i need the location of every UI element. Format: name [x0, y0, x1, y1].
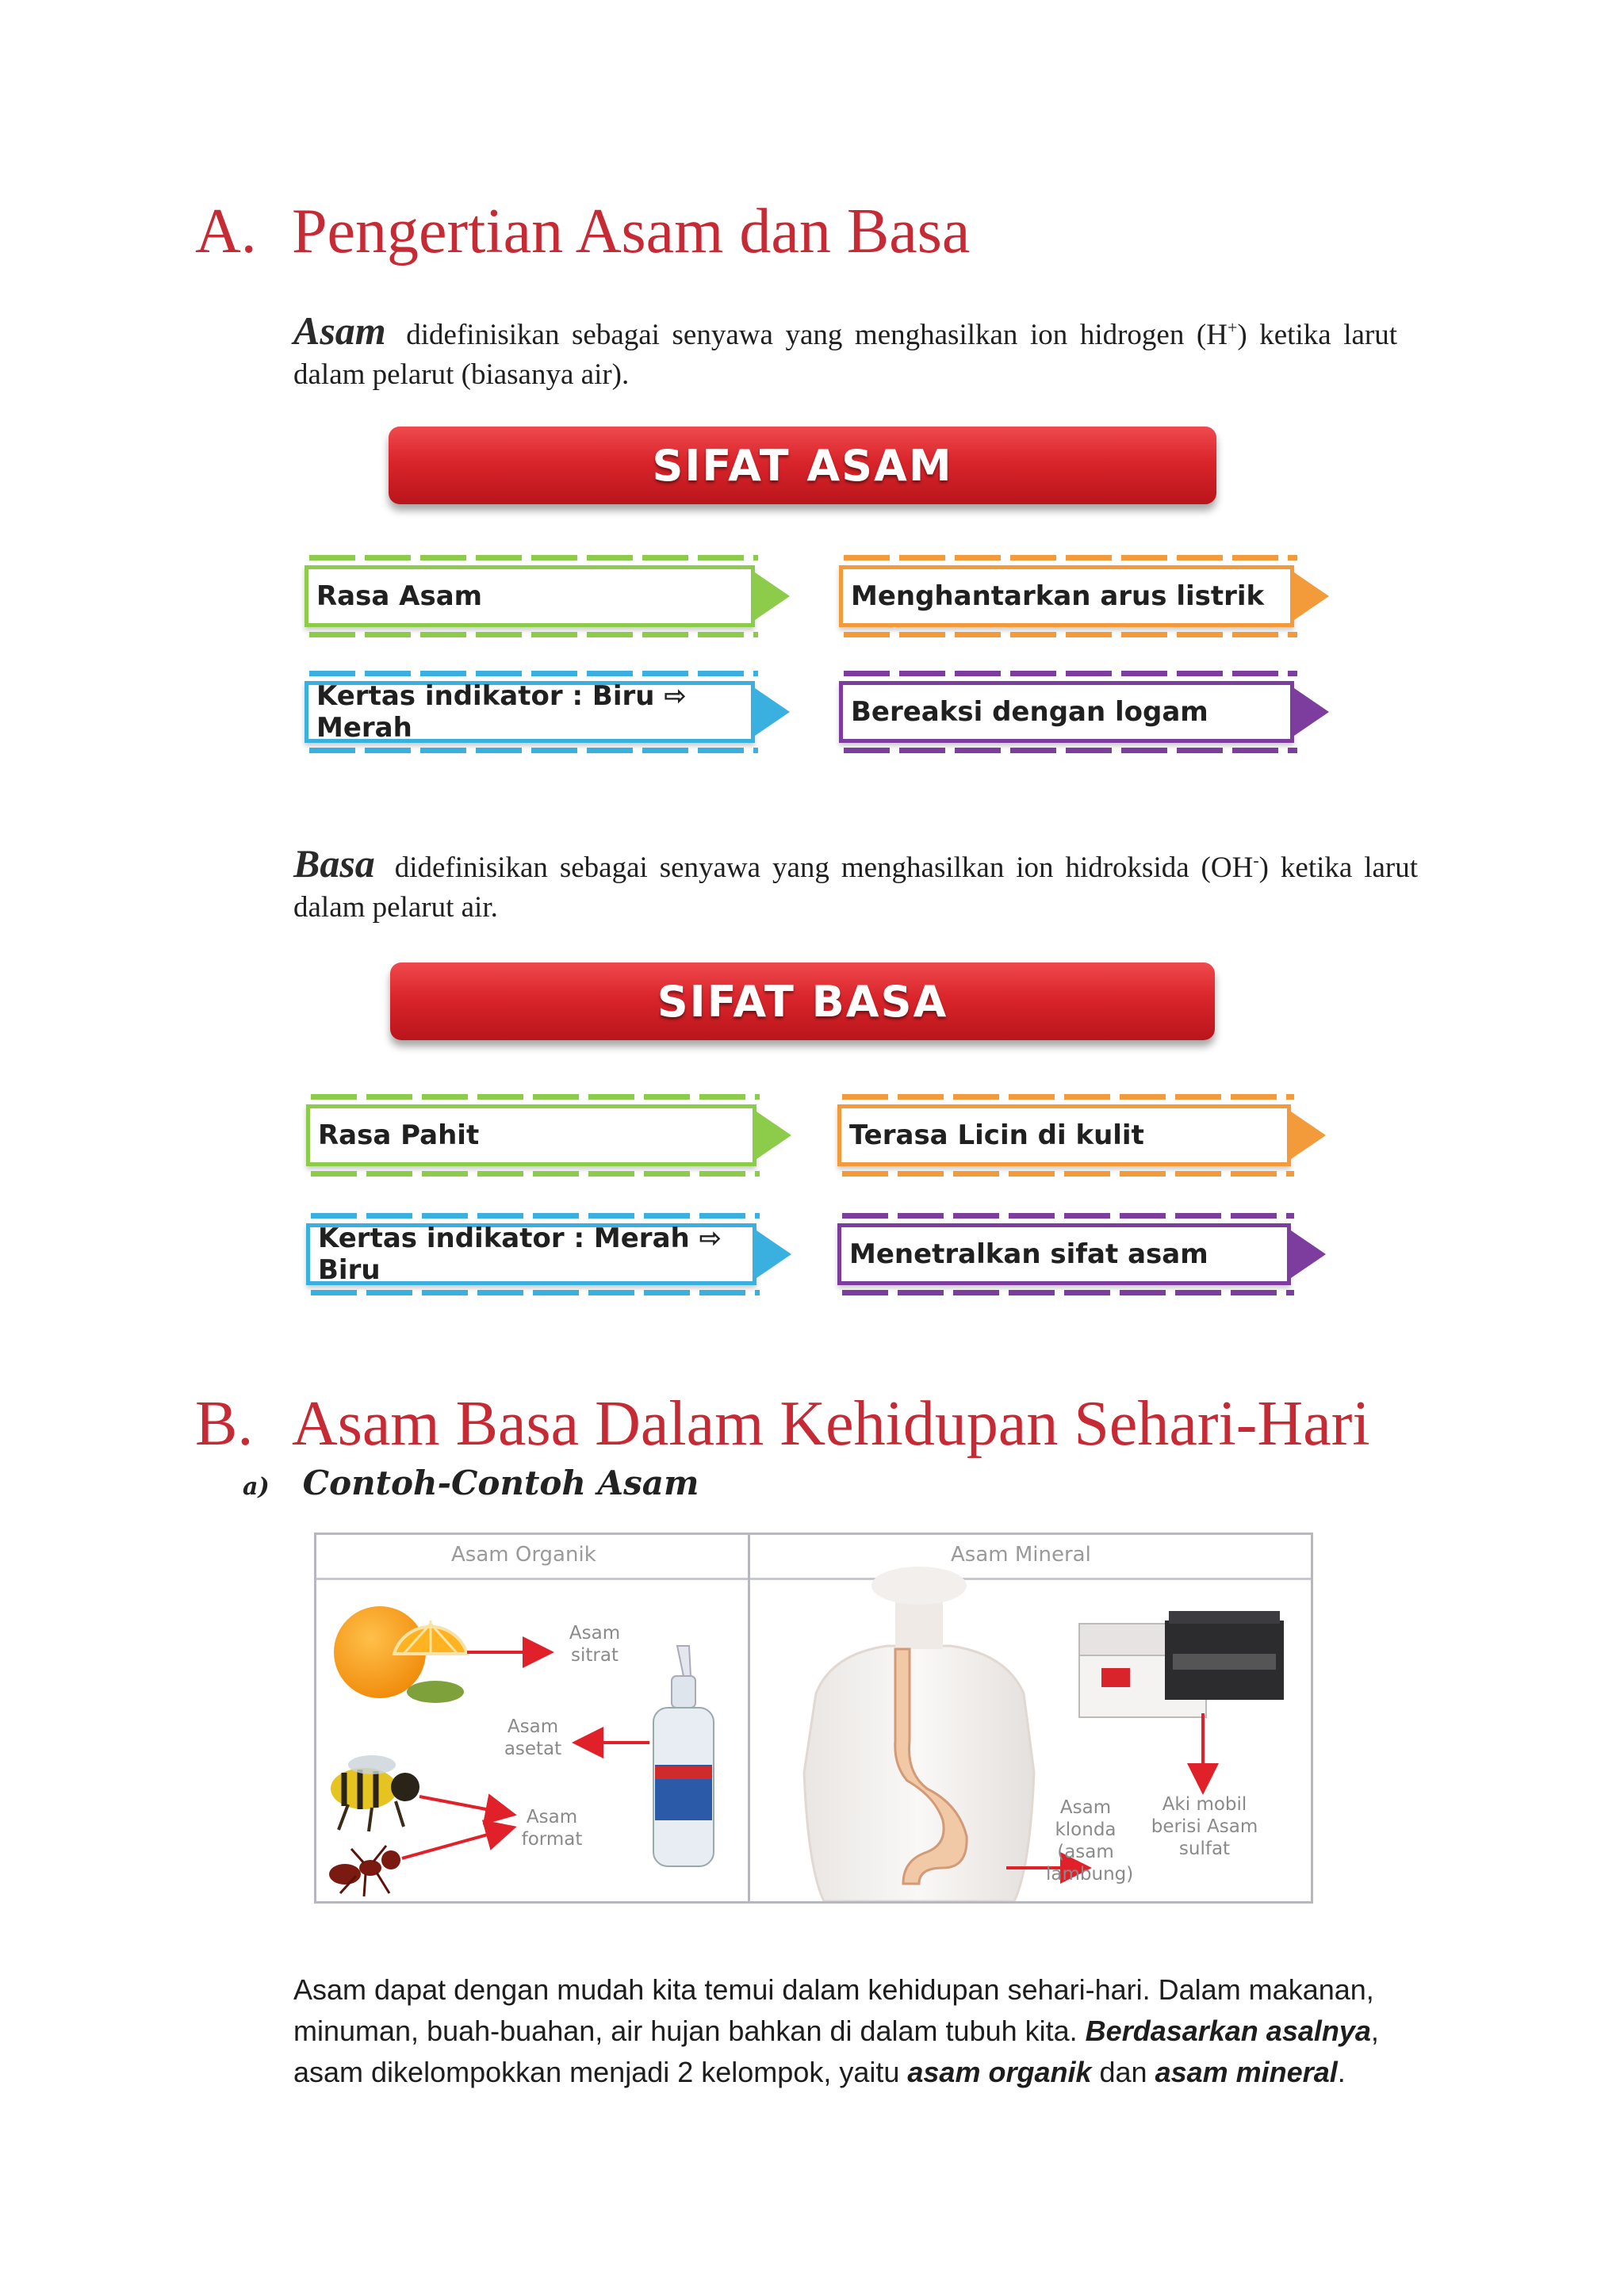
closing-text-1: Asam dapat dengan mudah kita temui dalam kehidupan sehari-hari. Dalam makanan, minuman, buah-buahan, air hujan bahkan di dalam tubuh kita.	[293, 1973, 1374, 2047]
basa-prop-pahit	[306, 1094, 791, 1177]
human-torso-icon	[804, 1567, 1034, 1901]
basa-text-before: didefinisikan sebagai senyawa yang menghasilkan ion hidroksida (OH	[394, 851, 1254, 884]
subsection-marker: a)	[243, 1473, 270, 1501]
arrow-icon	[1294, 572, 1329, 620]
sifat-asam-banner: SIFAT ASAM	[389, 427, 1216, 504]
arrow-icon	[756, 1230, 791, 1278]
label-asam-format: Asam format	[521, 1807, 583, 1850]
closing-text-4: .	[1337, 2056, 1346, 2088]
basa-prop-netral	[837, 1213, 1326, 1295]
section-b-title: Asam Basa Dalam Kehidupan Sehari-Hari	[292, 1389, 1370, 1459]
wasp-icon	[331, 1755, 419, 1831]
arrow-icon	[756, 1112, 791, 1159]
subsection-a-heading	[243, 1464, 699, 1502]
closing-text-3: dan	[1091, 2056, 1155, 2088]
asam-prop-logam	[839, 671, 1329, 753]
basa-prop-pahit-label: Rasa Pahit	[306, 1104, 756, 1166]
closing-bold-asal: Berdasarkan asalnya	[1085, 2015, 1371, 2047]
asam-prop-listrik-label: Menghantarkan arus listrik	[839, 565, 1294, 627]
asam-text-after: ) ketika larut dalam pelarut (biasanya air).	[293, 319, 1397, 391]
section-a-heading	[195, 197, 971, 266]
asam-text-before: didefinisikan sebagai senyawa yang menghasilkan ion hidrogen (H	[406, 319, 1228, 351]
asam-prop-logam-label: Bereaksi dengan logam	[839, 681, 1294, 743]
basa-text-after: ) ketika larut dalam pelarut air.	[293, 851, 1419, 924]
label-asam-sitrat: Asam sitrat	[569, 1623, 621, 1666]
arrow-icon	[755, 572, 790, 620]
asam-prop-indikator	[304, 671, 790, 753]
vinegar-bottle-icon	[653, 1646, 714, 1866]
asam-prop-rasa-label: Rasa Asam	[304, 565, 755, 627]
basa-lead: Basa	[293, 841, 375, 886]
label-asam-klonda: Asam klonda (asam lambung)	[1046, 1797, 1134, 1885]
asam-lead: Asam	[293, 308, 386, 353]
asam-prop-listrik	[839, 555, 1329, 637]
asam-prop-indikator-label: Kertas indikator : Biru ⇨ Merah	[304, 681, 755, 743]
basa-definition	[293, 841, 1419, 928]
ant-icon	[329, 1846, 400, 1896]
orange-icon	[334, 1606, 467, 1703]
closing-bold-mineral: asam mineral	[1155, 2056, 1338, 2088]
basa-prop-indikator	[306, 1213, 791, 1295]
section-b-letter: B.	[195, 1389, 254, 1459]
label-aki-mobil: Aki mobil berisi Asam sulfat	[1151, 1794, 1258, 1859]
asam-definition	[293, 308, 1397, 395]
asam-organik-header: Asam Organik	[451, 1543, 596, 1567]
closing-bold-organik: asam organik	[907, 2056, 1092, 2088]
asam-sup: +	[1227, 317, 1238, 338]
contoh-asam-illustration	[314, 1533, 1313, 1904]
section-a-letter: A.	[195, 197, 257, 266]
basa-prop-indikator-label: Kertas indikator : Merah ⇨ Biru	[306, 1223, 756, 1285]
arrow-icon	[1291, 1230, 1326, 1278]
section-b-heading	[195, 1389, 1370, 1459]
section-a-title: Pengertian Asam dan Basa	[292, 197, 971, 266]
basa-prop-netral-label: Menetralkan sifat asam	[837, 1223, 1291, 1285]
closing-paragraph	[293, 1969, 1419, 2093]
asam-mineral-header: Asam Mineral	[951, 1543, 1091, 1567]
basa-sup: -	[1253, 850, 1259, 871]
asam-prop-rasa	[304, 555, 790, 637]
basa-prop-licin	[837, 1094, 1326, 1177]
basa-prop-licin-label: Terasa Licin di kulit	[837, 1104, 1291, 1166]
subsection-title: Contoh-Contoh Asam	[302, 1464, 699, 1502]
closing-text-2: , asam dikelompokkan menjadi 2 kelompok, yaitu	[293, 2015, 1379, 2088]
car-battery-icon	[1079, 1611, 1284, 1717]
arrow-icon	[1291, 1112, 1326, 1159]
arrow-icon	[755, 688, 790, 736]
arrow-icon	[1294, 688, 1329, 736]
label-asam-asetat: Asam asetat	[504, 1716, 562, 1759]
sifat-basa-banner: SIFAT BASA	[390, 962, 1215, 1040]
